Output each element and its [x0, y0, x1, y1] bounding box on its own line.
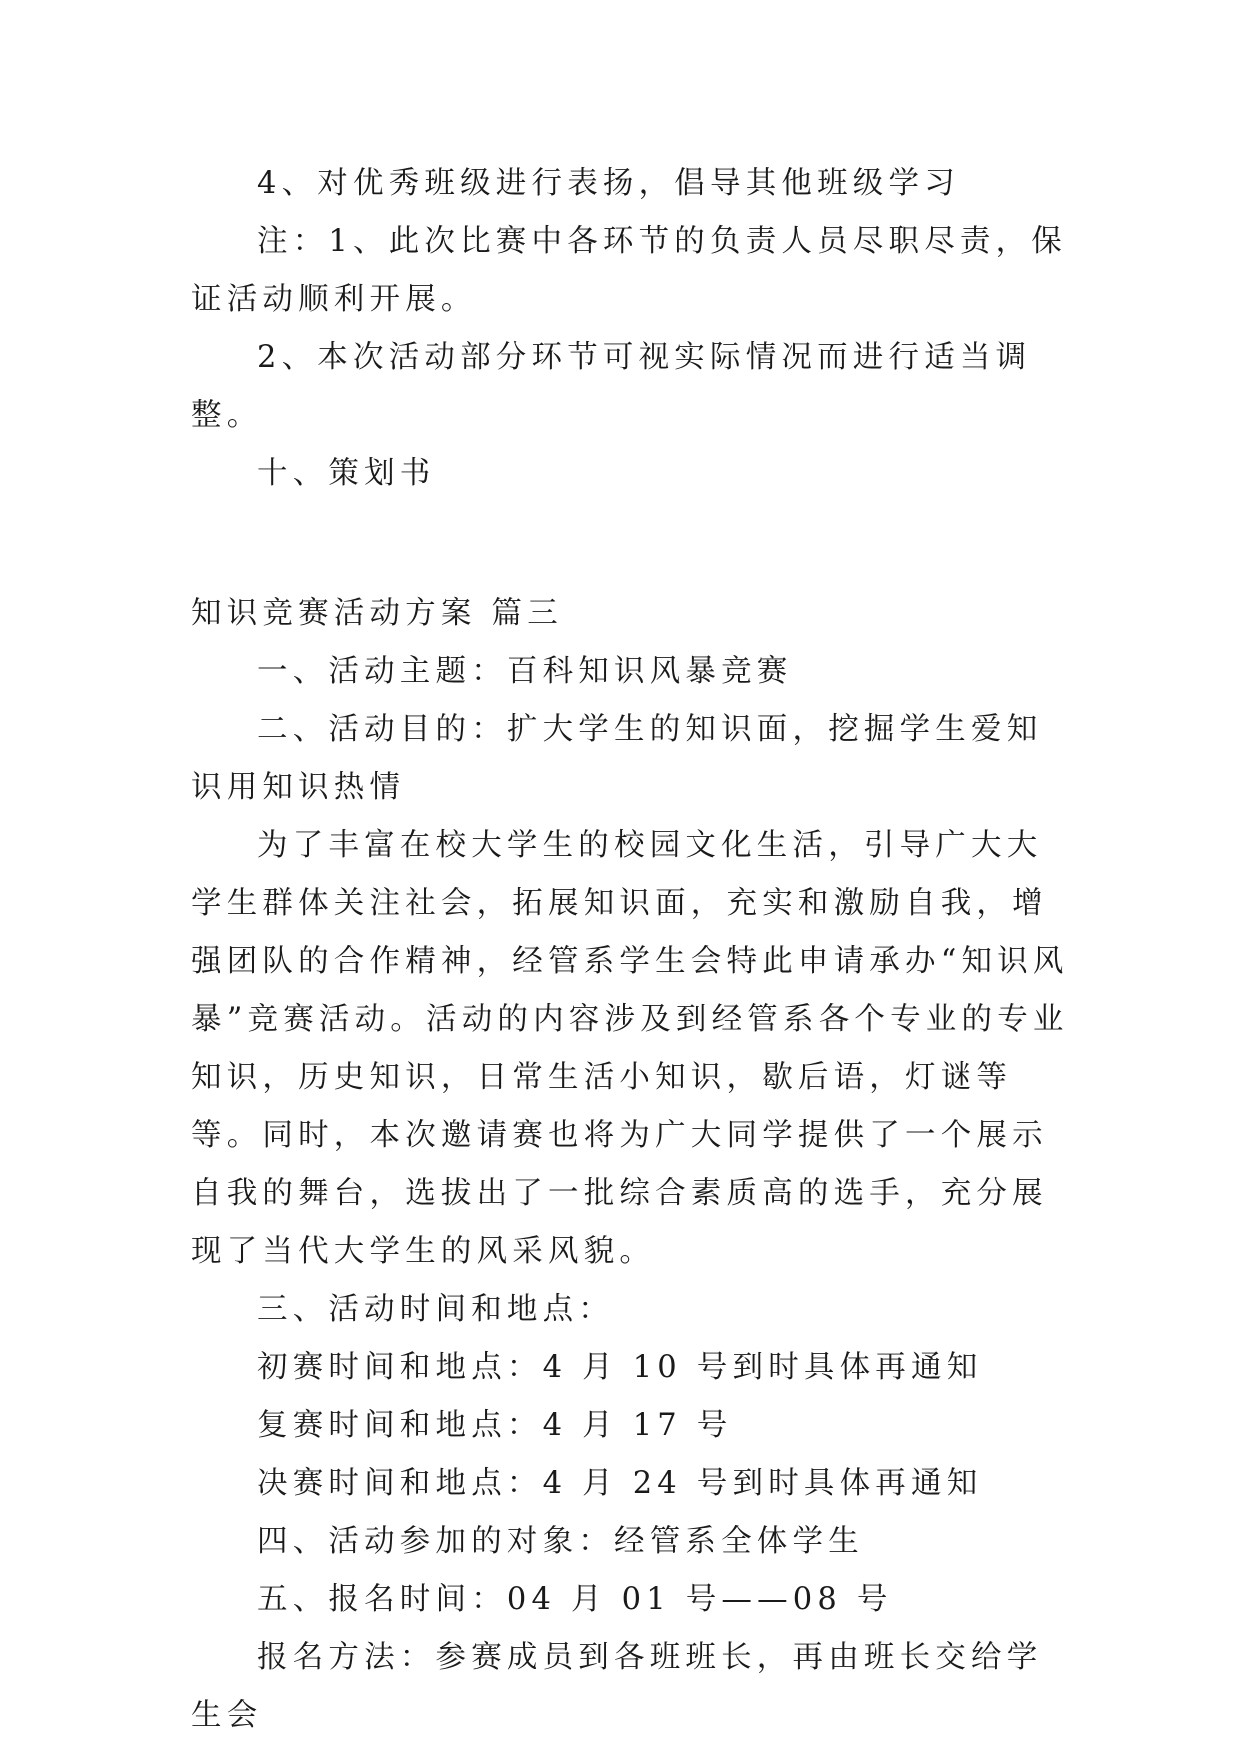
section-title: 知识竞赛活动方案 篇三	[191, 596, 563, 631]
paragraph-semifinal: 复赛时间和地点：4 月 17 号	[257, 1408, 733, 1443]
paragraph-commend-classes: 4、对优秀班级进行表扬，倡导其他班级学习	[257, 166, 960, 201]
paragraph-theme: 一、活动主题：百科知识风暴竞赛	[257, 654, 793, 689]
paragraph-preliminary: 初赛时间和地点：4 月 10 号到时具体再通知	[257, 1350, 983, 1385]
paragraph-registration-time: 五、报名时间：04 月 01 号——08 号	[257, 1582, 893, 1617]
paragraph-final: 决赛时间和地点：4 月 24 号到时具体再通知	[257, 1466, 983, 1501]
paragraph-planning-book: 十、策划书	[257, 456, 436, 491]
paragraph-background: 为了丰富在校大学生的校园文化生活，引导广大大学生群体关注社会，拓展知识面，充实和激励自我，增强团队的合作精神，经管系学生会特此申请承办“知识风暴”竞赛活动。活动的内容涉及到经管系各个专业的专业知识，历史知识，日常生活小知识，歇后语，灯谜等等。同时，本次邀请赛也将为广大同学提供了一个展示自我的舞台，选拔出了一批综合素质高的选手，充分展现了当代大学生的风采风貌。	[191, 828, 1069, 1269]
paragraph-purpose: 二、活动目的：扩大学生的知识面，挖掘学生爱知识用知识热情	[191, 712, 1043, 805]
paragraph-note-2: 2、本次活动部分环节可视实际情况而进行适当调整。	[191, 340, 1032, 433]
document-body	[191, 155, 1071, 1745]
paragraph-participants: 四、活动参加的对象：经管系全体学生	[257, 1524, 864, 1559]
paragraph-time-place-heading: 三、活动时间和地点：	[257, 1292, 614, 1327]
paragraph-note-1: 注：1、此次比赛中各环节的负责人员尽职尽责，保证活动顺利开展。	[191, 224, 1068, 317]
paragraph-registration-method: 报名方法：参赛成员到各班班长，再由班长交给学生会	[191, 1640, 1043, 1733]
